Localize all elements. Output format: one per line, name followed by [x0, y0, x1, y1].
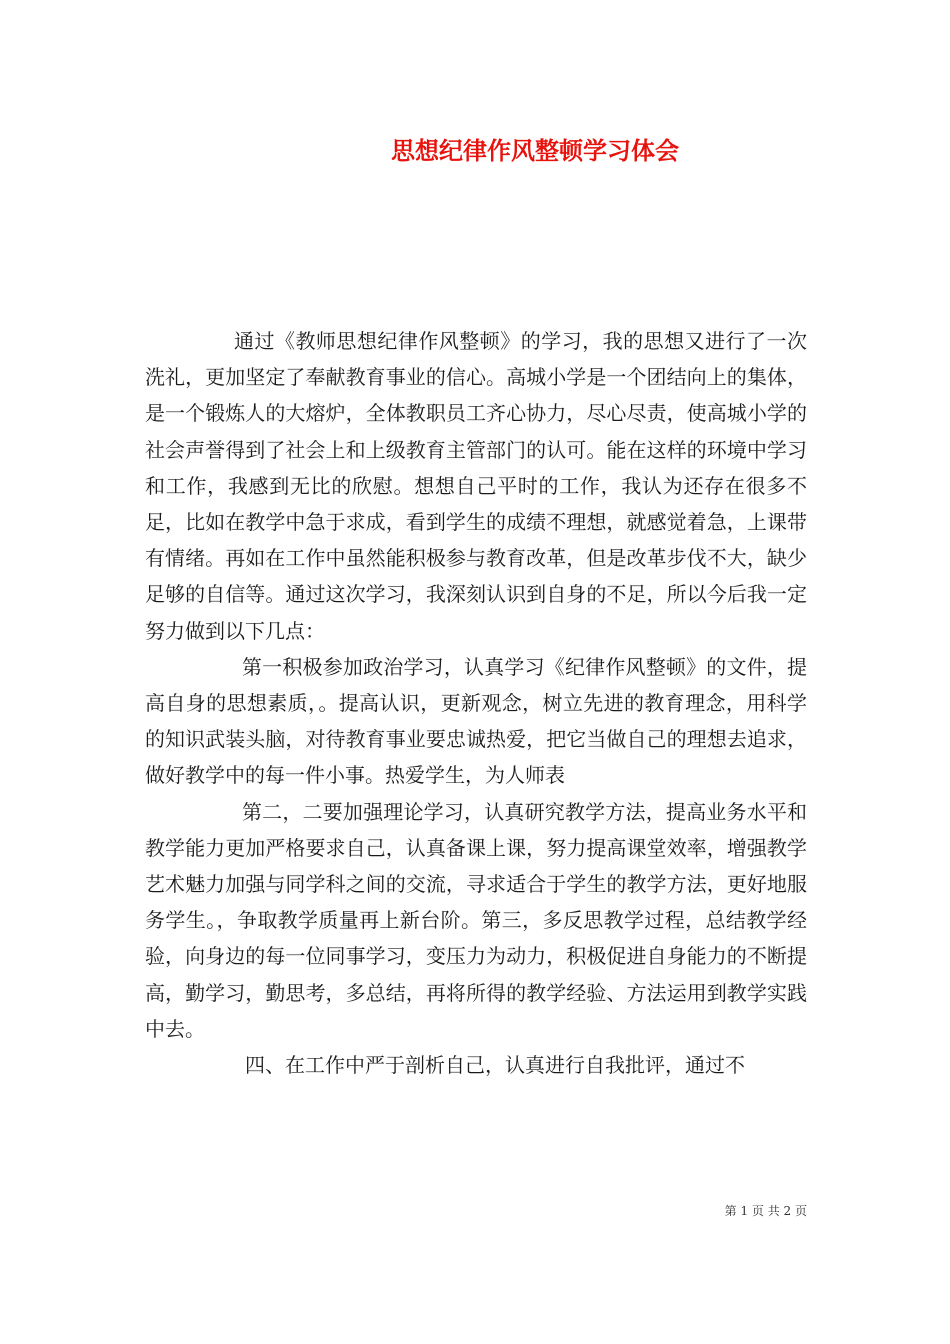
- document-body: [145, 323, 807, 1083]
- paragraph-point-two: 第二，二要加强理论学习，认真研究教学方法，提高业务水平和教学能力更加严格要求自己，认真备课上课，努力提高课堂效率，增强教学艺术魅力加强与同学科之间的交流，寻求适合于学生的教学方法，更好地服务学生。，争取教学质量再上新台阶。第三，多反思教学过程，总结教学经验，向身边的每一位同事学习，变压力为动力，积极促进自身能力的不断提高，勤学习，勤思考，多总结，再将所得的教学经验、方法运用到教学实践中去。: [145, 799, 807, 1041]
- paragraph-point-four: 四、在工作中严于剖析自己，认真进行自我批评，通过不: [245, 1053, 745, 1078]
- page-number-footer: 第 1 页 共 2 页: [724, 1204, 807, 1218]
- paragraph-intro: 通过《教师思想纪律作风整顿》的学习，我的思想又进行了一次洗礼，更加坚定了奉献教育事业的信心。高城小学是一个团结向上的集体，是一个锻炼人的大熔炉，全体教职员工齐心协力，尽心尽责，使高城小学的社会声誉得到了社会上和上级教育主管部门的认可。能在这样的环境中学习和工作，我感到无比的欣慰。想想自己平时的工作，我认为还存在很多不足，比如在教学中急于求成，看到学生的成绩不理想，就感觉着急，上课带有情绪。再如在工作中虽然能积极参与教育改革，但是改革步伐不大，缺少足够的自信等。通过这次学习，我深刻认识到自身的不足，所以今后我一定努力做到以下几点：: [145, 329, 807, 643]
- document-title: 思想纪律作风整顿学习体会: [391, 136, 679, 165]
- paragraph-point-one: 第一积极参加政治学习，认真学习《纪律作风整顿》的文件，提高自身的思想素质，。提高认识，更新观念，树立先进的教育理念，用科学的知识武装头脑，对待教育事业要忠诚热爱，把它当做自己的理想去追求，做好教学中的每一件小事。热爱学生，为人师表: [145, 654, 807, 788]
